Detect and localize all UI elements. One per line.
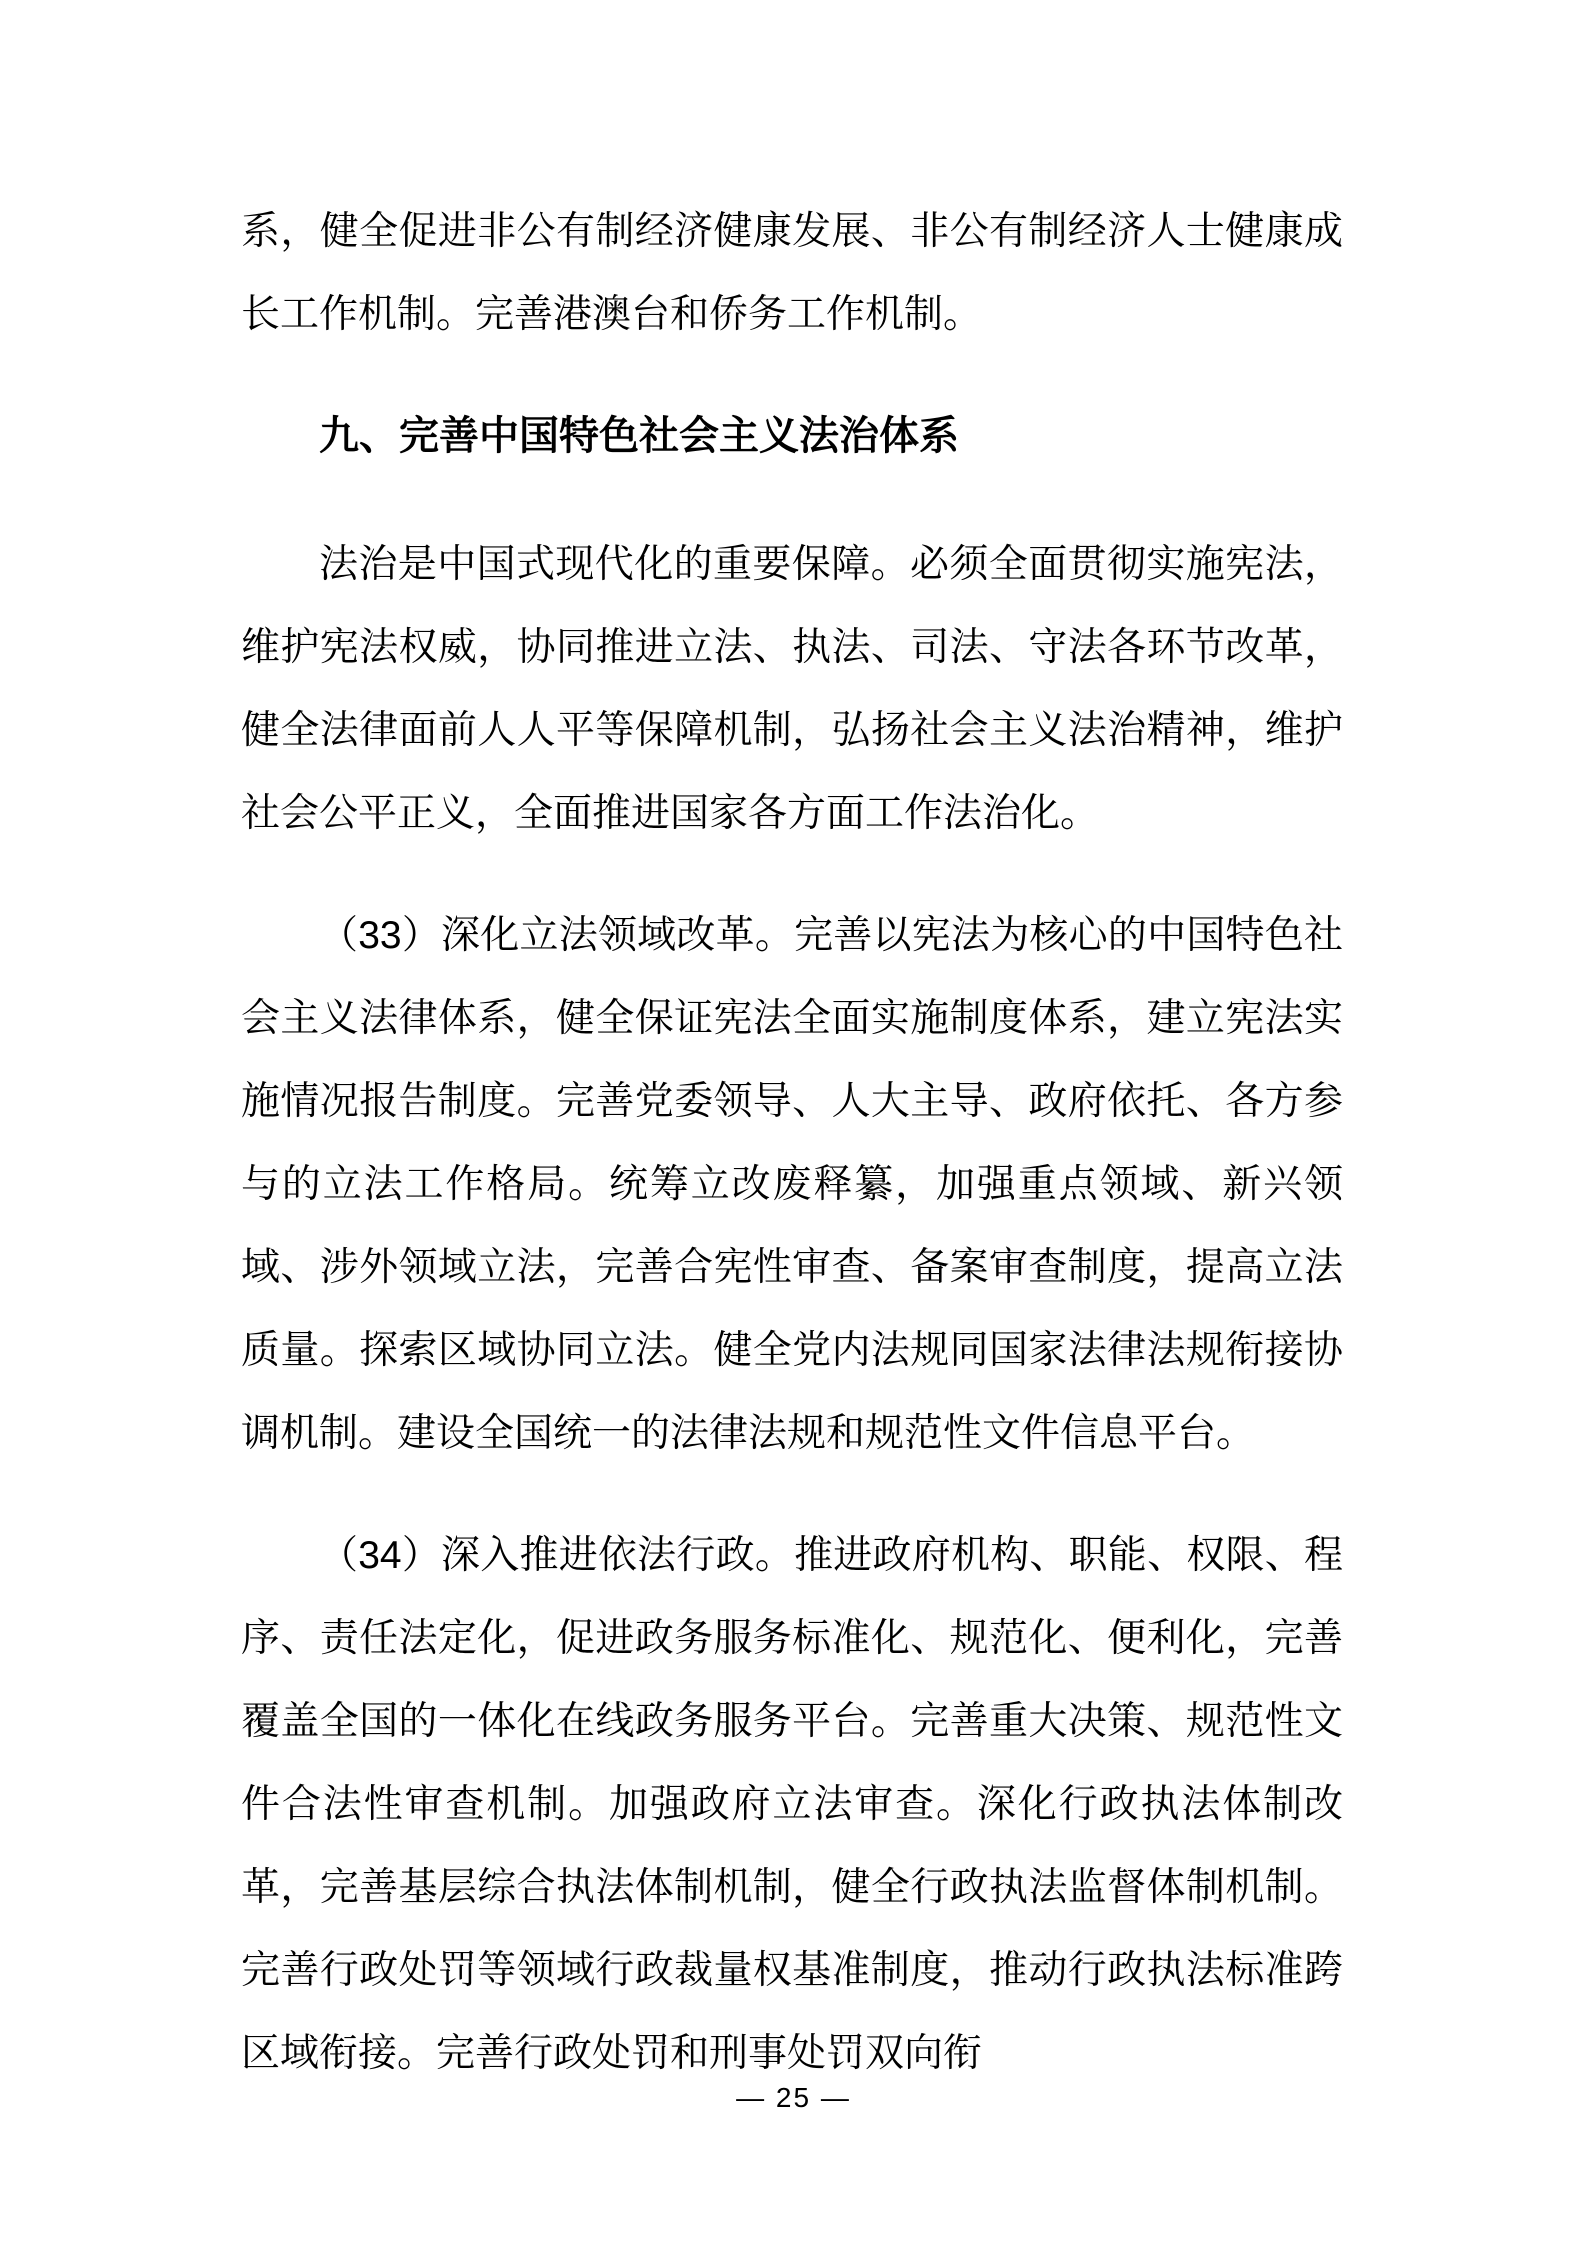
page-content — [241, 190, 1343, 2134]
section-heading: 九、完善中国特色社会主义法治体系 — [319, 414, 959, 458]
paragraph-continuation: 系，健全促进非公有制经济健康发展、非公有制经济人士健康成长工作机制。完善港澳台和侨务工作机制。 — [241, 210, 1343, 336]
item-33-paragraph: （33）深化立法领域改革。完善以宪法为核心的中国特色社会主义法律体系，健全保证宪法全面实施制度体系，建立宪法实施情况报告制度。完善党委领导、人大主导、政府依托、各方参与的立法工作格局。统筹立改废释纂，加强重点领域、新兴领域、涉外领域立法，完善合宪性审查、备案审查制度，提高立法质量。探索区域协同立法。健全党内法规同国家法律法规衔接协调机制。建设全国统一的法律法规和规范性文件信息平台。 — [241, 914, 1343, 1455]
page-number: — 25 — — [736, 2082, 851, 2113]
section-intro-paragraph: 法治是中国式现代化的重要保障。必须全面贯彻实施宪法，维护宪法权威，协同推进立法、执法、司法、守法各环节改革，健全法律面前人人平等保障机制，弘扬社会主义法治精神，维护社会公平正义，全面推进国家各方面工作法治化。 — [241, 543, 1343, 835]
item-34-paragraph: （34）深入推进依法行政。推进政府机构、职能、权限、程序、责任法定化，促进政务服务标准化、规范化、便利化，完善覆盖全国的一体化在线政务服务平台。完善重大决策、规范性文件合法性审查机制。加强政府立法审查。深化行政执法体制改革，完善基层综合执法体制机制，健全行政执法监督体制机制。完善行政处罚等领域行政裁量权基准制度，推动行政执法标准跨区域衔接。完善行政处罚和刑事处罚双向衔 — [241, 1534, 1343, 2075]
page-footer — [0, 2078, 1587, 2118]
